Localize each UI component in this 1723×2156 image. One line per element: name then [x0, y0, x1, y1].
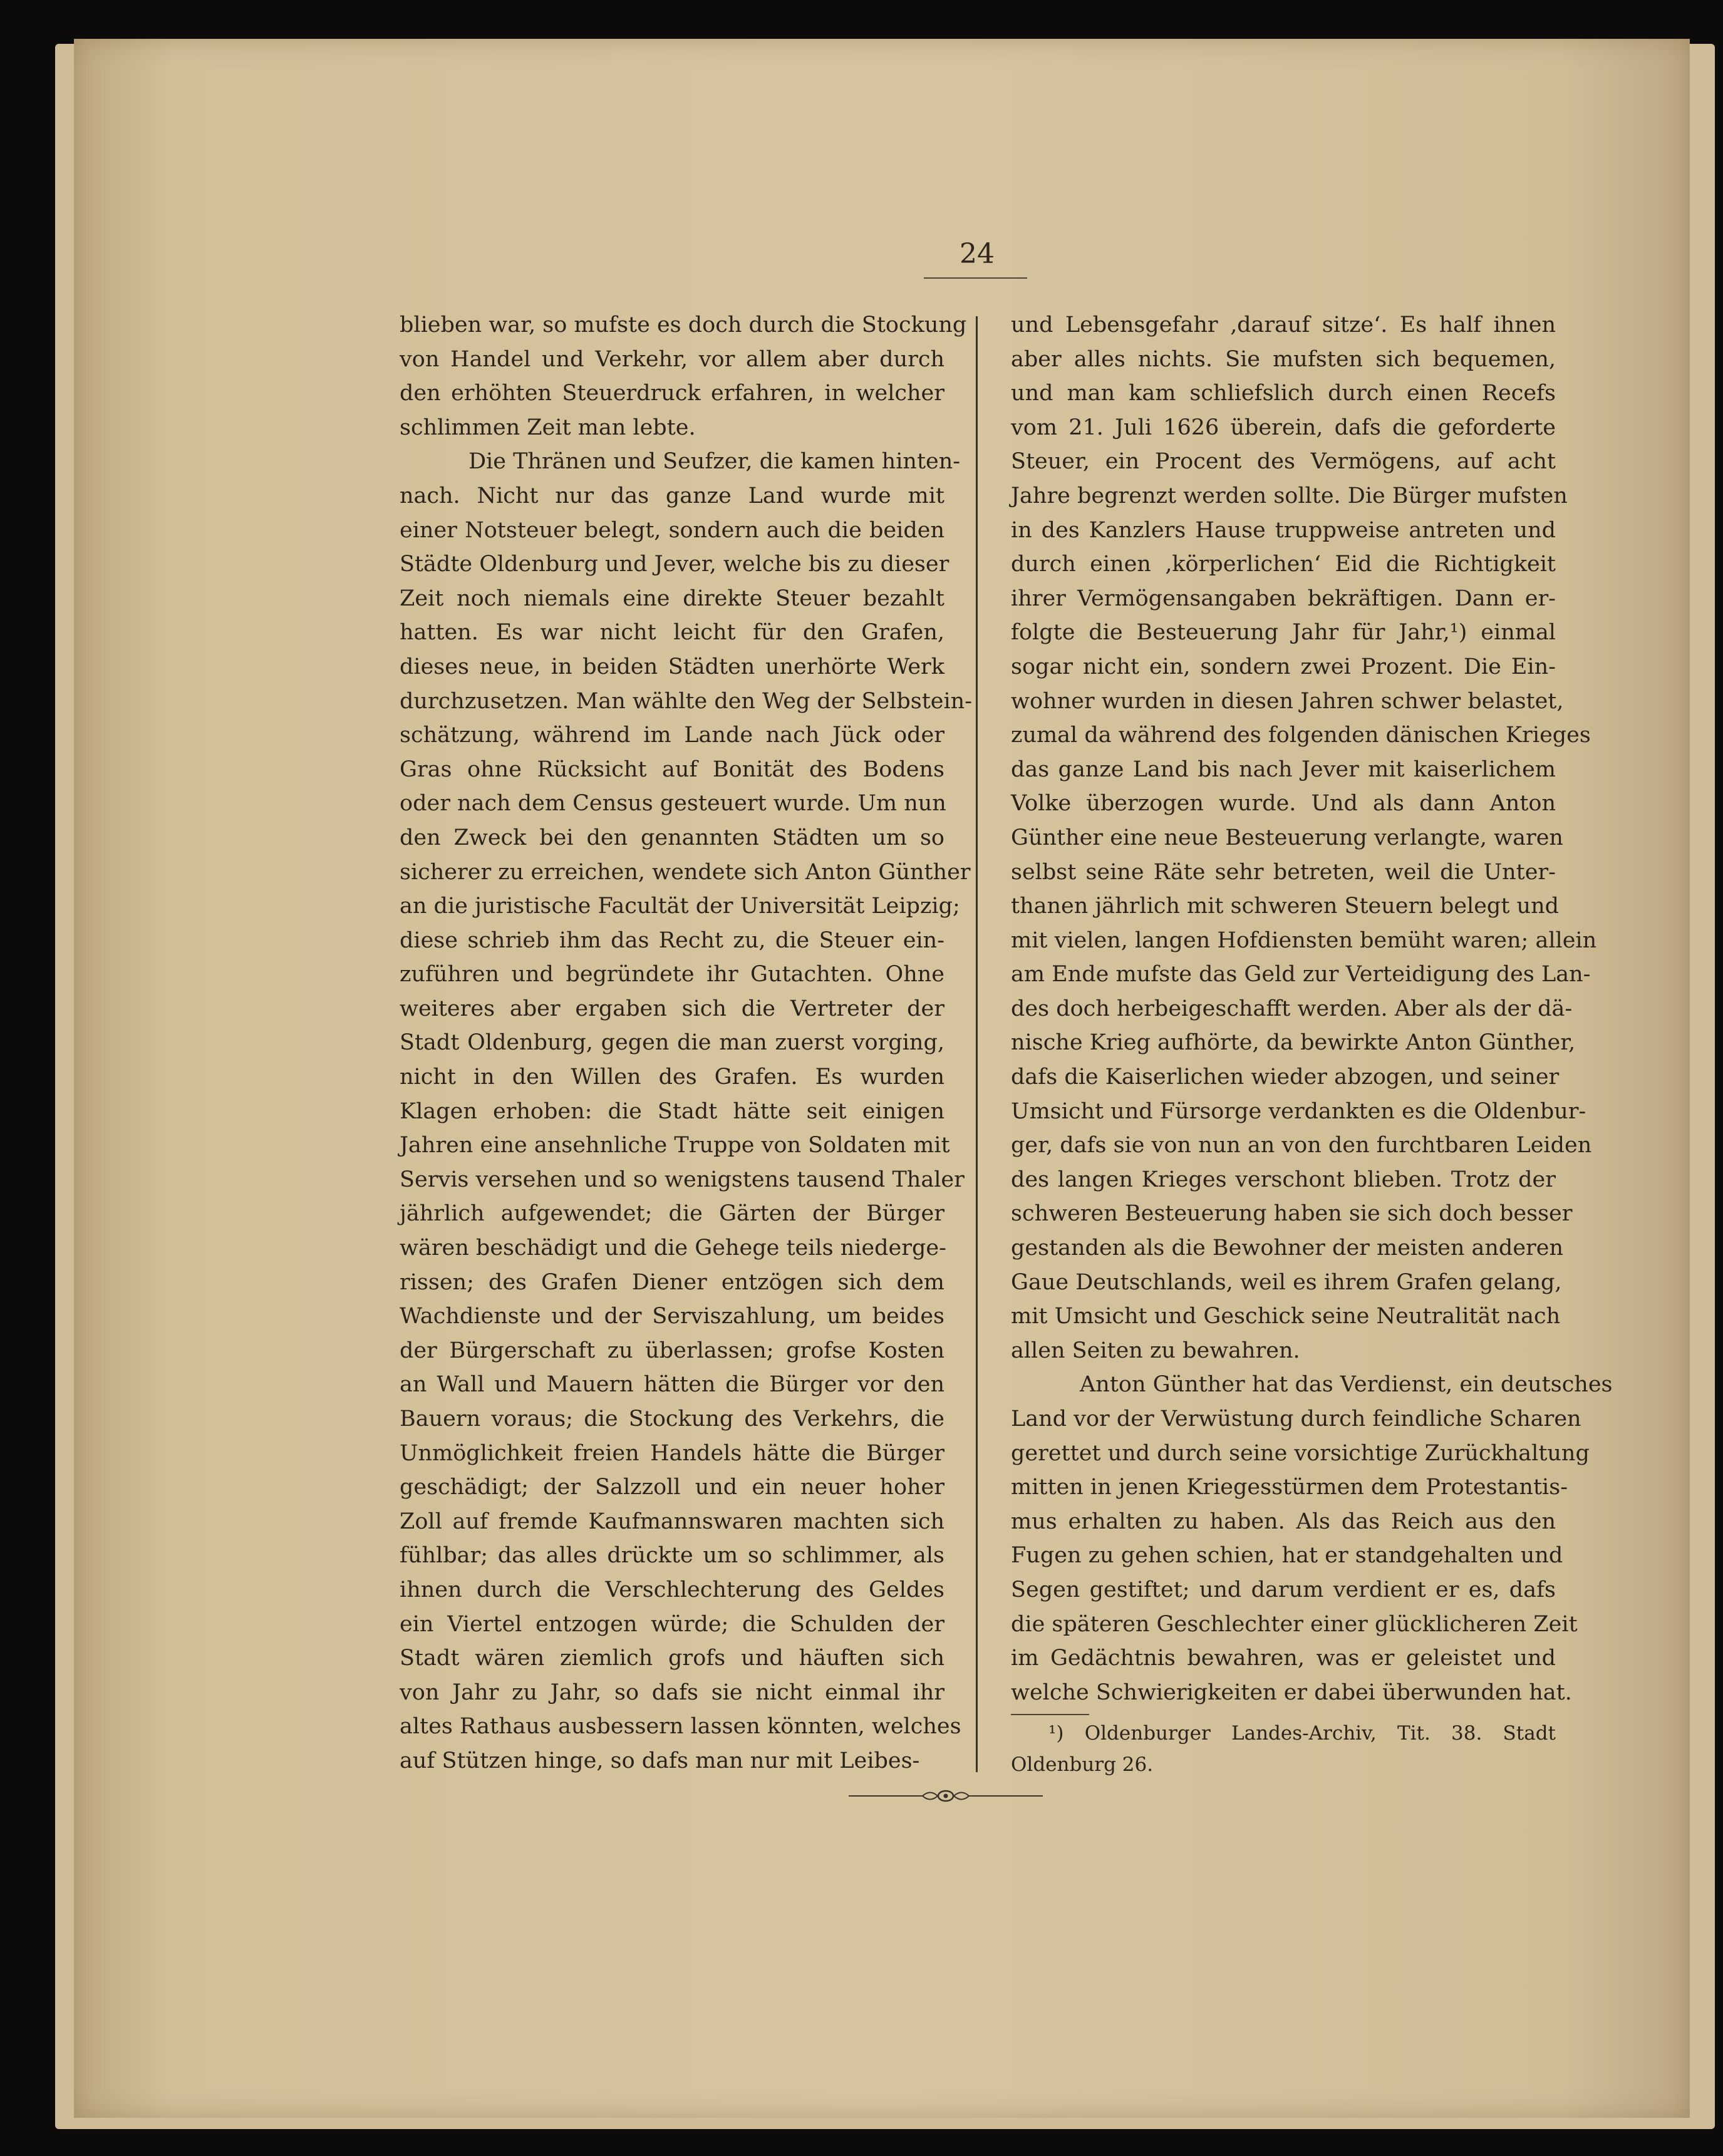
- text-line: Gaue Deutschlands, weil es ihrem Grafen gelang,: [1011, 1269, 1562, 1295]
- text-line: Bauern voraus; die Stockung des Verkehrs, die: [400, 1406, 944, 1431]
- footnote-line: Oldenburg 26.: [1011, 1753, 1154, 1776]
- text-line: Gras ohne Rücksicht auf Bonität des Bodens: [400, 756, 944, 782]
- text-line: nische Krieg aufhörte, da bewirkte Anton Günther,: [1011, 1030, 1576, 1056]
- text-line: auf Stützen hinge, so dafs man nur mit Leibes-: [400, 1748, 920, 1773]
- page-number: 24: [960, 238, 995, 270]
- footnote: [1011, 1718, 1556, 1780]
- footnote-line: ¹) Oldenburger Landes-Archiv, Tit. 38. Stadt: [1048, 1722, 1556, 1745]
- text-line: in des Kanzlers Hause truppweise antreten und: [1011, 517, 1556, 543]
- text-line: Unmöglichkeit freien Handels hätte die Bürger: [400, 1440, 944, 1466]
- text-line: geschädigt; der Salzzoll und ein neuer hoher: [400, 1475, 944, 1500]
- text-line: von Handel und Verkehr, vor allem aber durch: [400, 346, 944, 372]
- text-line: vom 21. Juli 1626 überein, dafs die geforderte: [1011, 415, 1556, 440]
- text-line: blieben war, so mufste es doch durch die Stockung: [400, 312, 967, 338]
- text-line: durch einen ‚körperlichen‘ Eid die Richtigkeit: [1011, 552, 1556, 577]
- text-line: ger, dafs sie von nun an von den furchtbaren Leiden: [1011, 1133, 1592, 1158]
- text-line: im Gedächtnis bewahren, was er geleistet und: [1011, 1646, 1556, 1671]
- text-line: altes Rathaus ausbessern lassen könnten, welches: [400, 1714, 961, 1740]
- text-line: diese schrieb ihm das Recht zu, die Steuer ein-: [400, 927, 944, 953]
- text-line: ein Viertel entzogen würde; die Schulden der: [400, 1611, 944, 1637]
- text-line: Zoll auf fremde Kaufmannswaren machten sich: [400, 1509, 944, 1534]
- text-line: schlimmen Zeit man lebte.: [400, 415, 696, 440]
- header-rule: [924, 277, 1027, 279]
- text-line: weiteres aber ergaben sich die Vertreter der: [400, 996, 944, 1021]
- text-line: fühlbar; das alles drückte um so schlimmer, als: [400, 1543, 944, 1569]
- text-line: jährlich aufgewendet; die Gärten der Bürger: [400, 1201, 944, 1227]
- ornamental-divider-icon: [849, 1787, 1043, 1805]
- text-line: sicherer zu erreichen, wendete sich Anton Günther: [400, 859, 971, 885]
- text-line: Volke überzogen wurde. Und als dann Anton: [1011, 791, 1556, 817]
- text-line: und Lebensgefahr ‚darauf sitze‘. Es half ihnen: [1011, 312, 1556, 338]
- text-line: Steuer, ein Procent des Vermögens, auf acht: [1011, 449, 1556, 475]
- text-line: Anton Günther hat das Verdienst, ein deutsches: [1080, 1372, 1613, 1398]
- text-line: schätzung, während im Lande nach Jück oder: [400, 723, 944, 748]
- left-text-column: [400, 308, 973, 1778]
- text-line: wären beschädigt und die Gehege teils niederge-: [400, 1235, 946, 1261]
- text-line: oder nach dem Census gesteuert wurde. Um nun: [400, 791, 946, 817]
- text-line: Wachdienste und der Serviszahlung, um beides: [400, 1304, 944, 1329]
- text-line: allen Seiten zu bewahren.: [1011, 1338, 1300, 1363]
- text-line: Städte Oldenburg und Jever, welche bis zu dieser: [400, 552, 949, 577]
- text-line: an Wall und Mauern hätten die Bürger vor den: [400, 1372, 944, 1398]
- text-line: an die juristische Facultät der Universität Leipzig;: [400, 894, 960, 919]
- text-line: rissen; des Grafen Diener entzögen sich dem: [400, 1269, 944, 1295]
- text-line: hatten. Es war nicht leicht für den Grafen,: [400, 620, 944, 646]
- text-line: Zeit noch niemals eine direkte Steuer bezahlt: [400, 585, 944, 611]
- text-line: das ganze Land bis nach Jever mit kaiserlichem: [1011, 756, 1556, 782]
- right-text-column: [1011, 308, 1613, 1710]
- text-line: Klagen erhoben: die Stadt hätte seit einigen: [400, 1098, 944, 1124]
- text-line: der Bürgerschaft zu überlassen; grofse Kosten: [400, 1338, 944, 1363]
- text-line: den erhöhten Steuerdruck erfahren, in welcher: [400, 381, 944, 406]
- text-line: ihrer Vermögensangaben bekräftigen. Dann er-: [1011, 585, 1556, 611]
- text-line: nach. Nicht nur das ganze Land wurde mit: [400, 483, 944, 508]
- text-line: Stadt Oldenburg, gegen die man zuerst vorging,: [400, 1030, 944, 1056]
- text-line: Land vor der Verwüstung durch feindliche Scharen: [1011, 1406, 1581, 1431]
- text-line: Servis versehen und so wenigstens tausend Thaler: [400, 1167, 965, 1192]
- text-line: gerettet und durch seine vorsichtige Zurückhaltung: [1011, 1440, 1590, 1466]
- text-line: von Jahr zu Jahr, so dafs sie nicht einmal ihr: [400, 1679, 944, 1705]
- column-divider: [976, 316, 978, 1772]
- text-line: dieses neue, in beiden Städten unerhörte Werk: [400, 654, 944, 679]
- footnote-rule: [1011, 1714, 1089, 1715]
- text-line: den Zweck bei den genannten Städten um so: [400, 825, 944, 850]
- text-line: die späteren Geschlechter einer glücklicheren Zeit: [1011, 1611, 1578, 1637]
- text-line: Günther eine neue Besteuerung verlangte, waren: [1011, 825, 1563, 850]
- text-line: Jahre begrenzt werden sollte. Die Bürger mufsten: [1011, 483, 1568, 508]
- text-line: Stadt wären ziemlich grofs und häuften sich: [400, 1646, 944, 1671]
- text-line: Jahren eine ansehnliche Truppe von Soldaten mit: [400, 1133, 950, 1158]
- text-line: dafs die Kaiserlichen wieder abzogen, und seiner: [1011, 1065, 1560, 1090]
- text-line: durchzusetzen. Man wählte den Weg der Selbstein-: [400, 688, 973, 714]
- text-line: am Ende mufste das Geld zur Verteidigung des Lan-: [1011, 962, 1591, 988]
- text-line: Umsicht und Fürsorge verdankten es die Oldenbur-: [1011, 1098, 1586, 1124]
- text-line: sogar nicht ein, sondern zwei Prozent. Die Ein-: [1011, 654, 1556, 679]
- text-line: des langen Krieges verschont blieben. Trotz der: [1011, 1167, 1556, 1192]
- text-line: nicht in den Willen des Grafen. Es wurden: [400, 1065, 944, 1090]
- text-line: mus erhalten zu haben. Als das Reich aus den: [1011, 1509, 1556, 1534]
- text-line: mit vielen, langen Hofdiensten bemüht waren; allein: [1011, 927, 1597, 953]
- text-line: gestanden als die Bewohner der meisten anderen: [1011, 1235, 1564, 1261]
- text-line: des doch herbeigeschafft werden. Aber als der dä-: [1011, 996, 1573, 1021]
- text-line: und man kam schliefslich durch einen Recefs: [1011, 381, 1556, 406]
- text-line: zuführen und begründete ihr Gutachten. Ohne: [400, 962, 944, 988]
- text-line: selbst seine Räte sehr betreten, weil die Unter-: [1011, 859, 1556, 885]
- text-line: aber alles nichts. Sie mufsten sich bequemen,: [1011, 346, 1556, 372]
- text-line: einer Notsteuer belegt, sondern auch die beiden: [400, 517, 944, 543]
- text-line: mit Umsicht und Geschick seine Neutralität nach: [1011, 1304, 1561, 1329]
- text-line: ihnen durch die Verschlechterung des Geldes: [400, 1577, 944, 1602]
- text-line: zumal da während des folgenden dänischen Krieges: [1011, 723, 1591, 748]
- text-line: wohner wurden in diesen Jahren schwer belastet,: [1011, 688, 1564, 714]
- text-line: schweren Besteuerung haben sie sich doch besser: [1011, 1201, 1573, 1227]
- text-line: thanen jährlich mit schweren Steuern belegt und: [1011, 894, 1560, 919]
- text-line: Fugen zu gehen schien, hat er standgehalten und: [1011, 1543, 1563, 1569]
- text-line: Die Thränen und Seufzer, die kamen hinten-: [468, 449, 961, 475]
- text-line: folgte die Besteuerung Jahr für Jahr,¹) einmal: [1011, 620, 1556, 646]
- text-line: Segen gestiftet; und darum verdient er es, dafs: [1011, 1577, 1556, 1602]
- text-line: welche Schwierigkeiten er dabei überwunden hat.: [1011, 1679, 1572, 1705]
- text-line: mitten in jenen Kriegesstürmen dem Protestantis-: [1011, 1475, 1568, 1500]
